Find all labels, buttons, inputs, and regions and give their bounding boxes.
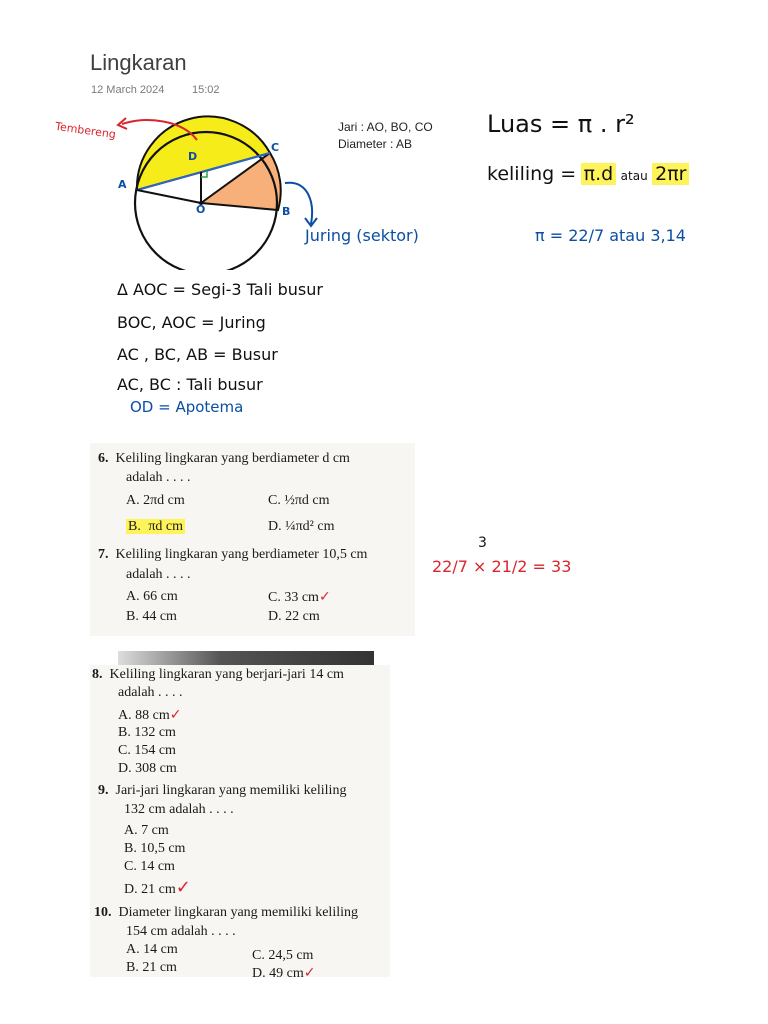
keliling-label: keliling = <box>487 163 577 185</box>
q6-option-c: C. ½πd cm <box>268 493 330 508</box>
label-a: A <box>118 178 127 191</box>
q6-number: 6. <box>98 451 109 466</box>
q10-option-c: C. 24,5 cm <box>252 948 314 963</box>
term-segitiga: Δ AOC = Segi-3 Tali busur <box>117 280 323 299</box>
page-date: 12 March 2024 <box>91 84 165 96</box>
q9-option-d: D. 21 cm <box>124 882 176 897</box>
q9-option-b: B. 10,5 cm <box>124 841 186 856</box>
label-tembereng: Tembereng <box>54 119 117 142</box>
check-icon: ✓ <box>303 965 316 981</box>
q6-option-d: D. ¼πd² cm <box>268 519 335 534</box>
q8-text2: adalah . . . . <box>118 685 183 700</box>
q9-text: Jari-jari lingkaran yang memiliki keliling <box>115 783 347 798</box>
q7-text2: adalah . . . . <box>126 567 191 582</box>
q8-option-a: A. 88 cm <box>118 708 170 723</box>
label-d: D <box>188 150 198 163</box>
keliling-highlight: π.d <box>581 163 617 185</box>
q8-option-b: B. 132 cm <box>118 725 176 740</box>
term-tali-busur: AC, BC : Tali busur <box>117 375 263 394</box>
page-time: 15:02 <box>192 84 220 96</box>
q6-option-b: πd cm <box>144 519 184 534</box>
q6-text: Keliling lingkaran yang berdiameter d cm <box>115 451 350 466</box>
check-icon: ✓ <box>175 877 191 898</box>
term-juring: BOC, AOC = Juring <box>117 313 266 332</box>
q7-option-d: D. 22 cm <box>268 609 320 624</box>
label-juring: Juring (sektor) <box>305 226 419 245</box>
q6-option-a: A. 2πd cm <box>126 493 185 508</box>
q9-option-a: A. 7 cm <box>124 823 169 838</box>
formula-keliling <box>487 163 689 185</box>
tembereng-arrow-icon <box>112 112 202 142</box>
q7-work-top: 3 <box>478 535 487 551</box>
keliling-atau: atau <box>620 169 648 183</box>
radius-ao <box>137 190 201 203</box>
label-b: B <box>282 205 291 218</box>
q7-number: 7. <box>98 547 109 562</box>
q10-text2: 154 cm adalah . . . . <box>126 924 236 939</box>
q8-option-d: D. 308 cm <box>118 761 177 776</box>
keliling-alt: 2πr <box>652 163 689 185</box>
note-diameter: Diameter : AB <box>338 137 413 151</box>
q6-text2: adalah . . . . <box>126 470 191 485</box>
scan-shadow-band <box>118 651 374 665</box>
q8-text: Keliling lingkaran yang berjari-jari 14 cm <box>109 667 344 682</box>
term-busur: AC , BC, AB = Busur <box>117 345 278 364</box>
q7-option-c: C. 33 cm <box>268 590 319 605</box>
q10-number: 10. <box>94 905 112 920</box>
q8-option-c: C. 154 cm <box>118 743 176 758</box>
note-jari: Jari : AO, BO, CO <box>338 120 433 134</box>
q9-number: 9. <box>98 783 109 798</box>
formula-pi: π = 22/7 atau 3,14 <box>535 226 686 245</box>
scan-questions-6-7 <box>90 443 415 636</box>
check-icon: ✓ <box>169 707 182 723</box>
juring-arrow-icon <box>283 180 323 230</box>
check-icon: ✓ <box>318 589 331 605</box>
q9-option-c: C. 14 cm <box>124 859 175 874</box>
q10-option-b: B. 21 cm <box>126 960 177 975</box>
scan-questions-8-10 <box>90 665 390 981</box>
q10-text: Diameter lingkaran yang memiliki keliling <box>118 905 358 920</box>
q10-option-a: A. 14 cm <box>126 942 178 957</box>
label-c: C <box>271 141 280 154</box>
q9-text2: 132 cm adalah . . . . <box>124 802 234 817</box>
q7-text: Keliling lingkaran yang berdiameter 10,5 cm <box>115 547 368 562</box>
q7-work: 22/7 × 21/2 = 33 <box>432 557 572 576</box>
formula-luas: Luas = π . r² <box>487 110 635 138</box>
q7-option-b: B. 44 cm <box>126 609 177 624</box>
q6-option-b-label: B. <box>128 519 141 534</box>
term-apotema: OD = Apotema <box>130 398 244 416</box>
q7-option-a: A. 66 cm <box>126 589 178 604</box>
page-title: Lingkaran <box>90 50 187 75</box>
label-o: O <box>196 203 206 216</box>
q10-option-d: D. 49 cm <box>252 966 304 981</box>
q8-number: 8. <box>92 667 103 682</box>
